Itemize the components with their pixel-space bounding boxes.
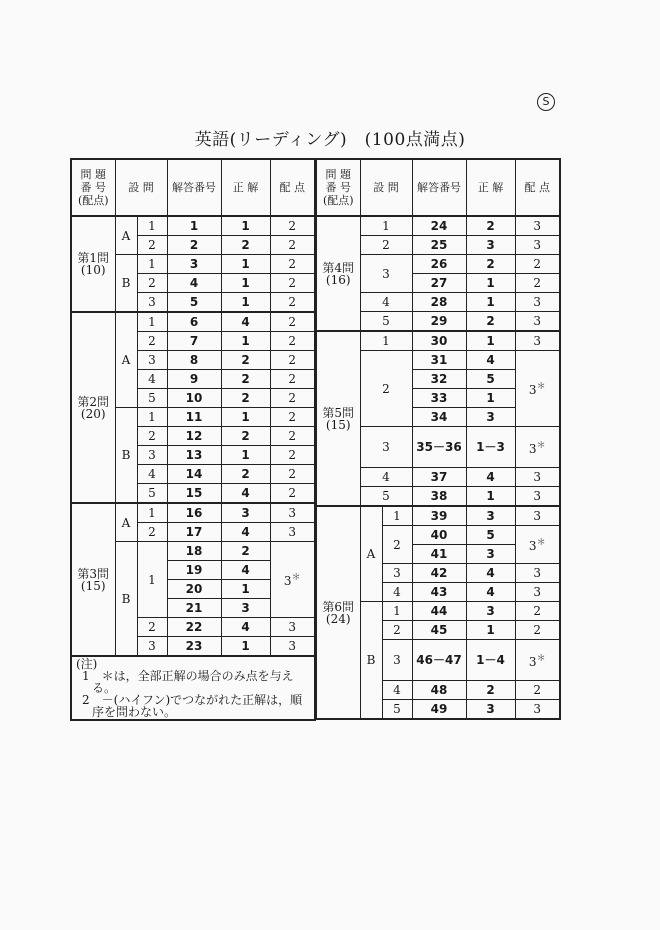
correct-cell: 4 [466,351,515,370]
correct-cell: 2 [221,370,270,389]
answer-table-right [315,158,561,720]
answer-no-cell: 5 [167,293,221,313]
correct-cell: 1 [221,332,270,351]
correct-cell: 5 [466,370,515,389]
answer-no-cell: 11 [167,408,221,427]
answer-no-cell: 29 [412,312,466,332]
answer-no-cell: 7 [167,332,221,351]
table-row [71,312,315,332]
correct-cell: 2 [221,542,270,561]
answer-no-cell: 3 [167,255,221,274]
points-cell: 3 [270,637,315,657]
answer-no-cell: 21 [167,599,221,618]
correct-cell: 2 [466,312,515,332]
sub-cell: 2 [360,236,412,255]
correct-cell: 1 [221,293,270,313]
sub-cell: 5 [382,700,412,720]
correct-cell: 3 [466,408,515,427]
answer-no-cell: 23 [167,637,221,657]
answer-no-cell: 15 [167,484,221,504]
points-cell: 3＊ [515,351,560,427]
correct-cell: 1 [221,637,270,657]
group-q5: 第5問 (15) [316,331,360,506]
correct-cell: 3 [221,599,270,618]
part-letter: A [360,506,382,602]
notes-row [71,656,315,720]
points-cell: 3 [515,506,560,526]
correct-cell: 3 [466,236,515,255]
points-cell: 3 [515,487,560,507]
points-cell: 3＊ [270,542,315,618]
header-row [316,159,560,216]
answer-no-cell: 48 [412,681,466,700]
note-1: 1 ＊は，全部正解の場合のみ点を与える。 [82,669,294,695]
answer-no-cell: 44 [412,602,466,621]
points-cell: 2 [270,446,315,465]
points-cell: 2 [515,255,560,274]
answer-no-cell: 43 [412,583,466,602]
points-cell: 2 [270,484,315,504]
points-cell: 3＊ [515,427,560,468]
correct-cell: 1－3 [466,427,515,468]
answer-no-cell: 42 [412,564,466,583]
points-cell: 3 [515,331,560,351]
correct-cell: 2 [221,465,270,484]
answer-no-cell: 12 [167,427,221,446]
correct-cell: 2 [466,255,515,274]
answer-no-cell: 1 [167,216,221,236]
header-points: 配 点 [270,159,315,216]
correct-cell: 4 [221,561,270,580]
sub-cell: 2 [137,618,167,637]
part-letter: A [115,312,137,408]
table-row [71,503,315,523]
answer-no-cell: 28 [412,293,466,312]
group-q2: 第2問 (20) [71,312,115,503]
correct-cell: 4 [221,523,270,542]
correct-cell: 4 [221,618,270,637]
header-question-no: 問 題 番 号 (配点) [71,159,115,216]
table-row [316,506,560,526]
points-cell: 2 [515,602,560,621]
correct-cell: 2 [466,681,515,700]
answer-no-cell: 46－47 [412,640,466,681]
answer-no-cell: 45 [412,621,466,640]
sub-cell: 3 [137,293,167,313]
points-cell: 3 [515,312,560,332]
sub-cell: 1 [137,408,167,427]
points-cell: 2 [270,255,315,274]
sub-cell: 4 [137,465,167,484]
sub-cell: 1 [137,542,167,618]
note-2: 2 －(ハイフン)でつながれた正解は，順序を問わない。 [82,693,303,719]
header-sub: 設 問 [115,159,167,216]
correct-cell: 1 [466,293,515,312]
sub-cell: 4 [382,583,412,602]
points-cell: 3 [270,618,315,637]
correct-cell: 4 [466,564,515,583]
sub-cell: 1 [137,503,167,523]
points-cell: 3 [270,503,315,523]
answer-no-cell: 27 [412,274,466,293]
points-cell: 2 [270,408,315,427]
asterisk-mark: ＊ [536,440,546,451]
points-cell: 3＊ [515,526,560,564]
answer-no-cell: 2 [167,236,221,255]
correct-cell: 1 [221,255,270,274]
correct-cell: 1 [221,216,270,236]
answer-no-cell: 16 [167,503,221,523]
points-cell: 3 [270,523,315,542]
sub-cell: 4 [360,293,412,312]
correct-cell: 2 [221,351,270,370]
answer-no-cell: 30 [412,331,466,351]
points-cell: 3＊ [515,640,560,681]
points-cell: 2 [515,274,560,293]
sub-cell: 2 [382,621,412,640]
correct-cell: 4 [466,468,515,487]
points-cell: 2 [515,681,560,700]
answer-no-cell: 18 [167,542,221,561]
points-cell: 3 [515,564,560,583]
part-letter: B [115,408,137,504]
table-row [316,216,560,236]
sub-cell: 3 [382,564,412,583]
sub-cell: 5 [137,484,167,504]
correct-cell: 1 [221,580,270,599]
points-cell: 2 [270,293,315,313]
points-cell: 2 [270,351,315,370]
sub-cell: 2 [360,351,412,427]
answer-no-cell: 33 [412,389,466,408]
answer-no-cell: 10 [167,389,221,408]
answer-no-cell: 9 [167,370,221,389]
sub-cell: 1 [137,312,167,332]
points-cell: 2 [270,389,315,408]
correct-cell: 2 [466,216,515,236]
answer-no-cell: 39 [412,506,466,526]
notes [71,656,315,720]
answer-no-cell: 34 [412,408,466,427]
table-row [71,216,315,236]
answer-no-cell: 13 [167,446,221,465]
header-answer-no: 解答番号 [412,159,466,216]
correct-cell: 3 [466,602,515,621]
correct-cell: 1 [466,487,515,507]
asterisk-mark: ＊ [536,382,546,392]
points-cell: 2 [270,370,315,389]
part-letter: A [115,216,137,255]
answer-no-cell: 41 [412,545,466,564]
part-letter: B [360,602,382,720]
group-q3: 第3問 (15) [71,503,115,656]
sub-cell: 2 [137,523,167,542]
part-letter: B [115,255,137,313]
group-q4: 第4問 (16) [316,216,360,331]
correct-cell: 4 [466,583,515,602]
sub-cell: 1 [382,602,412,621]
answer-no-cell: 31 [412,351,466,370]
answer-no-cell: 37 [412,468,466,487]
correct-cell: 1－4 [466,640,515,681]
table-row [316,331,560,351]
answer-no-cell: 26 [412,255,466,274]
sub-cell: 3 [382,640,412,681]
sub-cell: 1 [360,331,412,351]
header-sub: 設 問 [360,159,412,216]
answer-no-cell: 32 [412,370,466,389]
correct-cell: 1 [221,408,270,427]
answer-no-cell: 25 [412,236,466,255]
points-cell: 2 [270,274,315,293]
sub-cell: 2 [137,427,167,446]
correct-cell: 2 [221,427,270,446]
part-letter: B [115,542,137,657]
answer-no-cell: 4 [167,274,221,293]
asterisk-mark: ＊ [536,538,546,548]
answer-no-cell: 20 [167,580,221,599]
points-cell: 2 [270,236,315,255]
sub-cell: 5 [360,312,412,332]
correct-cell: 4 [221,312,270,332]
points-cell: 3 [515,236,560,255]
points-cell: 2 [270,312,315,332]
correct-cell: 4 [221,484,270,504]
points-cell: 2 [270,465,315,484]
correct-cell: 3 [466,506,515,526]
header-points: 配 点 [515,159,560,216]
sub-cell: 2 [137,236,167,255]
header-question-no: 問 題 番 号 (配点) [316,159,360,216]
correct-cell: 2 [221,389,270,408]
sub-cell: 3 [137,446,167,465]
sub-cell: 1 [137,216,167,236]
sub-cell: 2 [137,332,167,351]
points-cell: 2 [270,332,315,351]
answer-no-cell: 35－36 [412,427,466,468]
sub-cell: 5 [360,487,412,507]
sub-cell: 4 [382,681,412,700]
sub-cell: 5 [137,389,167,408]
correct-cell: 1 [466,274,515,293]
points-cell: 3 [515,583,560,602]
points-cell: 2 [270,216,315,236]
header-correct: 正 解 [221,159,270,216]
answer-table-left [70,158,316,721]
answer-no-cell: 19 [167,561,221,580]
correct-cell: 1 [466,389,515,408]
answer-no-cell: 24 [412,216,466,236]
sub-cell: 1 [382,506,412,526]
sub-cell: 3 [360,255,412,293]
correct-cell: 1 [466,621,515,640]
points-cell: 2 [515,621,560,640]
correct-cell: 1 [221,274,270,293]
answer-no-cell: 17 [167,523,221,542]
group-q6: 第6問 (24) [316,506,360,719]
page-title: 英語(リーディング) (100点満点) [194,130,466,150]
correct-cell: 3 [221,503,270,523]
sub-cell: 1 [360,216,412,236]
sub-cell: 2 [382,526,412,564]
correct-cell: 1 [221,446,270,465]
points-cell: 3 [515,468,560,487]
sub-cell: 3 [137,351,167,370]
points-cell: 3 [515,293,560,312]
points-cell: 3 [515,700,560,720]
answer-no-cell: 6 [167,312,221,332]
header-correct: 正 解 [466,159,515,216]
correct-cell: 2 [221,236,270,255]
points-cell: 3 [515,216,560,236]
sub-cell: 2 [137,274,167,293]
sub-cell: 4 [360,468,412,487]
sub-cell: 1 [137,255,167,274]
correct-cell: 3 [466,700,515,720]
correct-cell: 5 [466,526,515,545]
correct-cell: 3 [466,545,515,564]
group-q1: 第1問 (10) [71,216,115,312]
answer-no-cell: 22 [167,618,221,637]
header-row [71,159,315,216]
asterisk-mark: ＊ [536,653,546,664]
answer-no-cell: 14 [167,465,221,484]
page-mark: S [537,93,555,111]
sub-cell: 4 [137,370,167,389]
asterisk-mark: ＊ [291,573,301,583]
sub-cell: 3 [137,637,167,657]
answer-no-cell: 49 [412,700,466,720]
correct-cell: 1 [466,331,515,351]
sub-cell: 3 [360,427,412,468]
answer-no-cell: 38 [412,487,466,507]
notes-title: (注) [76,657,98,671]
part-letter: A [115,503,137,542]
header-answer-no: 解答番号 [167,159,221,216]
points-cell: 2 [270,427,315,446]
answer-no-cell: 40 [412,526,466,545]
answer-no-cell: 8 [167,351,221,370]
